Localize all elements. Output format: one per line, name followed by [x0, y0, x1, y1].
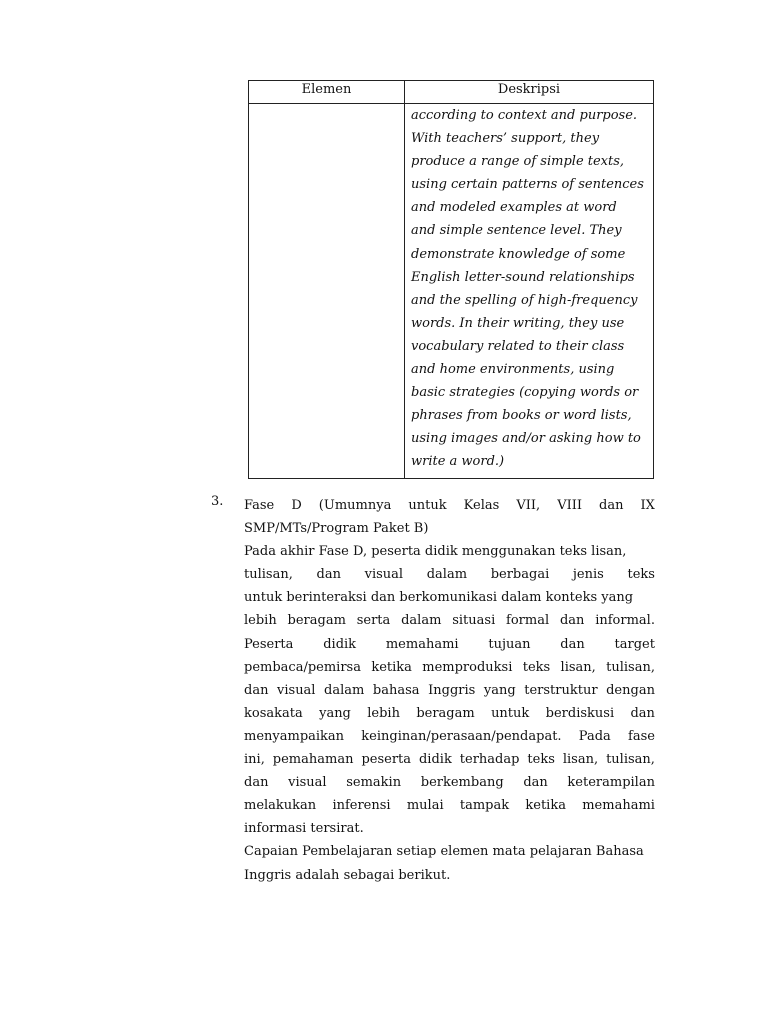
paragraph-line: untuk berinteraksi dan berkomunikasi dalam konteks yang — [244, 590, 634, 606]
paragraph-line: lebih beragam serta dalam situasi formal dan informal. — [244, 613, 655, 629]
description-line: using images and/or asking how to — [411, 431, 641, 447]
header-elemen: Elemen — [249, 81, 405, 103]
description-line: and modeled examples at word — [411, 200, 617, 216]
table-row — [249, 104, 653, 478]
description-line: phrases from books or word lists, — [411, 408, 632, 424]
paragraph-line: informasi tersirat. — [244, 821, 364, 837]
description-line: words. In their writing, they use — [411, 315, 625, 331]
paragraph-line: Peserta didik memahami tujuan dan target — [244, 636, 655, 652]
section-number: 3. — [211, 494, 224, 509]
paragraph-line: ini, pemahaman peserta didik terhadap teks lisan, tulisan, — [244, 752, 655, 768]
description-line: and home environments, using — [411, 362, 615, 378]
description-line: basic strategies (copying words or — [411, 385, 639, 401]
description-line: according to context and purpose. — [411, 108, 638, 123]
paragraph-line: Pada akhir Fase D, peserta didik menggunakan teks lisan, — [244, 544, 627, 560]
paragraph-line: dan visual dalam bahasa Inggris yang terstruktur dengan — [244, 682, 655, 698]
paragraph-line: menyampaikan keinginan/perasaan/pendapat. Pada fase — [244, 728, 655, 744]
element-cell — [249, 104, 405, 478]
paragraph-line: kosakata yang lebih beragam untuk berdiskusi dan — [244, 705, 655, 721]
description-line: produce a range of simple texts, — [411, 154, 625, 170]
paragraph-line: Inggris adalah sebagai berikut. — [244, 867, 451, 883]
section-body — [244, 494, 655, 887]
table-header-row — [249, 81, 653, 104]
description-cell — [405, 104, 653, 478]
elements-table — [248, 80, 654, 479]
paragraph-line: tulisan, dan visual dalam berbagai jenis teks — [244, 567, 655, 583]
paragraph-line: melakukan inferensi mulai tampak ketika memahami — [244, 798, 655, 814]
description-line: vocabulary related to their class — [411, 338, 625, 354]
description-line: and simple sentence level. They — [411, 223, 622, 239]
description-line: write a word.) — [411, 454, 505, 470]
header-deskripsi: Deskripsi — [497, 82, 561, 97]
description-line: using certain patterns of sentences — [411, 177, 644, 193]
description-line: and the spelling of high-frequency — [411, 292, 638, 308]
description-line: With teachers’ support, they — [411, 131, 600, 147]
paragraph-line: Capaian Pembelajaran setiap elemen mata pelajaran Bahasa — [244, 844, 644, 860]
paragraph-line: Fase D (Umumnya untuk Kelas VII, VIII dan IX — [244, 498, 655, 513]
paragraph-line: SMP/MTs/Program Paket B) — [244, 521, 429, 537]
description-line: English letter-sound relationships — [411, 269, 635, 285]
paragraph-line: pembaca/pemirsa ketika memproduksi teks lisan, tulisan, — [244, 659, 655, 675]
paragraph-line: dan visual semakin berkembang dan keterampilan — [244, 775, 655, 791]
description-line: demonstrate knowledge of some — [411, 246, 626, 262]
